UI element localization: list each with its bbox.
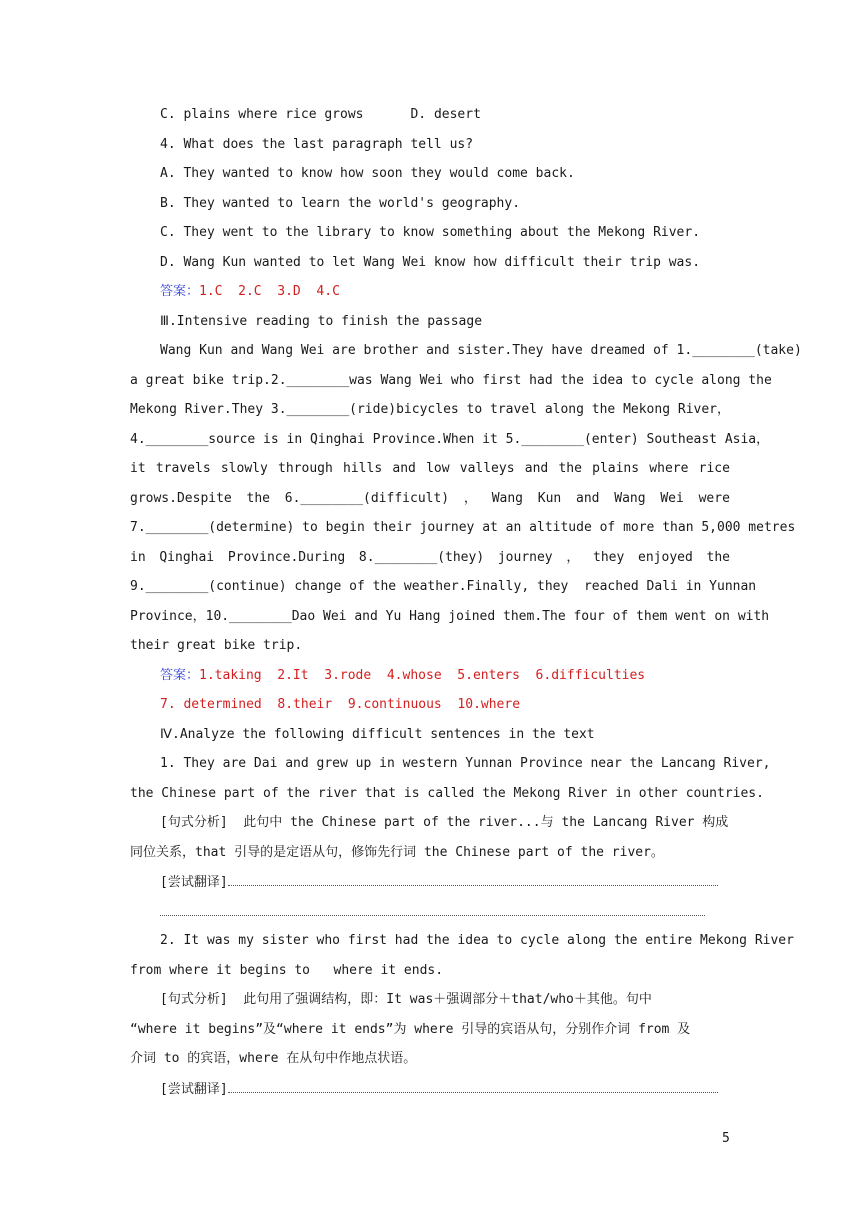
section-4-heading: Ⅳ.Analyze the following difficult sentences in the text [160, 727, 595, 742]
translate-answer-line[interactable] [228, 873, 718, 886]
passage-text: ， [566, 550, 580, 565]
passage-text: plains [592, 461, 640, 476]
passage-text: hills [343, 461, 383, 476]
passage-text: and [392, 461, 416, 476]
sentence-2-analysis-2: “where it begins”及“where it ends”为 where 引导的宾语从句，分别作介词 from 及 [130, 1022, 691, 1037]
answers-2-line-2: 7. determined 8.their 9.continuous 10.where [160, 697, 521, 712]
passage-text: Kun [537, 491, 562, 506]
answers-1-value: 1.C 2.C 3.D 4.C [199, 284, 340, 299]
q3-option-c: C. plains where rice grows [160, 107, 364, 122]
passage-line [160, 342, 802, 360]
sentence-1-translate-line-2 [160, 903, 730, 922]
passage-text: 9.________(continue) change of the weather.Finally, they reached Dali in Yunnan [130, 579, 757, 594]
sentence-1-translate [160, 873, 730, 892]
sentence-2-analysis-3: 介词 to 的宾语，where 在从句中作地点状语。 [130, 1051, 417, 1066]
passage-text: Province，10.________Dao Wei and Yu Hang joined them.The four of them went on with [130, 609, 770, 624]
q4-question: 4. What does the last paragraph tell us? [160, 137, 474, 152]
passage-text: the [558, 461, 582, 476]
passage-text: grows.Despite [130, 491, 232, 506]
answers-2-line-1-value: 1.taking 2.It 3.rode 4.whose 5.enters 6.difficulties [199, 668, 646, 683]
passage-text: valleys [459, 461, 515, 476]
sentence-1-analysis-1: [句式分析] 此句中 the Chinese part of the river...与 the Lancang River 构成 [160, 815, 729, 830]
sentence-2-translate [160, 1080, 730, 1099]
passage-text: the [246, 491, 270, 506]
passage-text: and [576, 491, 600, 506]
passage-text: low [426, 461, 450, 476]
passage-text: travels [155, 461, 211, 476]
passage-text: were [698, 491, 730, 506]
answers-1 [160, 283, 730, 301]
q4-option-d: D. Wang Kun wanted to let Wang Wei know how difficult their trip was. [160, 255, 701, 270]
passage-text: Mekong River.They 3.________(ride)bicycles to travel along the Mekong River， [130, 402, 730, 417]
passage-text: journey [497, 550, 553, 565]
sentence-1-analysis-2: 同位关系，that 引导的是定语从句，修饰先行词 the Chinese part of the river。 [130, 845, 664, 860]
sentence-2-line-2: from where it begins to where it ends. [130, 963, 444, 978]
passage-text: they [593, 550, 625, 565]
passage-text: through [278, 461, 333, 476]
sentence-2-line-1: 2. It was my sister who first had the idea to cycle along the entire Mekong River [160, 933, 794, 948]
translate-answer-line-3[interactable] [228, 1080, 718, 1093]
passage-line [130, 608, 770, 626]
page-number: 5 [722, 1131, 730, 1146]
passage-line [130, 578, 757, 596]
passage-line [130, 460, 730, 478]
translate-answer-line-2[interactable] [160, 903, 705, 916]
passage-text: 7.________(determine) to begin their journey at an altitude of more than 5,000 metres [130, 520, 796, 535]
q3-option-line [160, 106, 730, 124]
q4-option-c: C. They went to the library to know something about the Mekong River. [160, 225, 701, 240]
passage-line [130, 519, 796, 537]
passage-line [130, 401, 730, 419]
answers-2-label: 答案： [160, 668, 200, 683]
q4-option-a: A. They wanted to know how soon they would come back. [160, 166, 575, 181]
passage-text: ， [463, 491, 477, 506]
passage-text: Wei [660, 491, 684, 506]
passage-line [130, 372, 772, 390]
sentence-2-translate-label: [尝试翻译] [160, 1082, 228, 1097]
passage-text: 4.________source is in Qinghai Province.When it 5.________(enter) Southeast Asia， [130, 432, 770, 447]
sentence-2-analysis-1: [句式分析] 此句用了强调结构，即：It was＋强调部分＋that/who＋其他。句中 [160, 992, 652, 1007]
passage-text: a great bike trip.2.________was Wang Wei who first had the idea to cycle along the [130, 373, 772, 388]
passage-text: 6.________(difficult) [284, 491, 450, 506]
answers-1-label: 答案： [160, 284, 200, 299]
q3-option-d: D. desert [410, 107, 481, 122]
sentence-1-line-1: 1. They are Dai and grew up in western Yunnan Province near the Lancang River, [160, 756, 771, 771]
q4-option-b: B. They wanted to learn the world's geography. [160, 196, 521, 211]
passage-text: and [524, 461, 549, 476]
passage-text: where [649, 461, 689, 476]
passage-text: enjoyed [638, 550, 693, 565]
passage-line [130, 549, 730, 567]
passage-text: in [130, 550, 146, 565]
sentence-1-translate-label: [尝试翻译] [160, 875, 228, 890]
section-3-heading: Ⅲ.Intensive reading to finish the passage [160, 314, 483, 329]
passage-text: it [130, 461, 146, 476]
passage-text: Province.During [227, 550, 346, 565]
passage-text: Qinghai [159, 550, 215, 565]
sentence-1-line-2: the Chinese part of the river that is called the Mekong River in other countries. [130, 786, 764, 801]
passage-line [130, 431, 770, 449]
passage-text: Wang [491, 491, 523, 506]
passage-text: rice [698, 461, 730, 476]
passage-text: Wang [614, 491, 646, 506]
passage-line [130, 637, 730, 655]
answers-2-line-1 [160, 667, 730, 685]
passage-text: the [706, 550, 730, 565]
passage-text: slowly [220, 461, 268, 476]
passage-text: their great bike trip. [130, 638, 303, 653]
passage-line [130, 490, 730, 508]
passage-text: 8.________(they) [358, 550, 485, 565]
passage-text: Wang Kun and Wang Wei are brother and sister.They have dreamed of 1.________(take) [160, 343, 802, 358]
